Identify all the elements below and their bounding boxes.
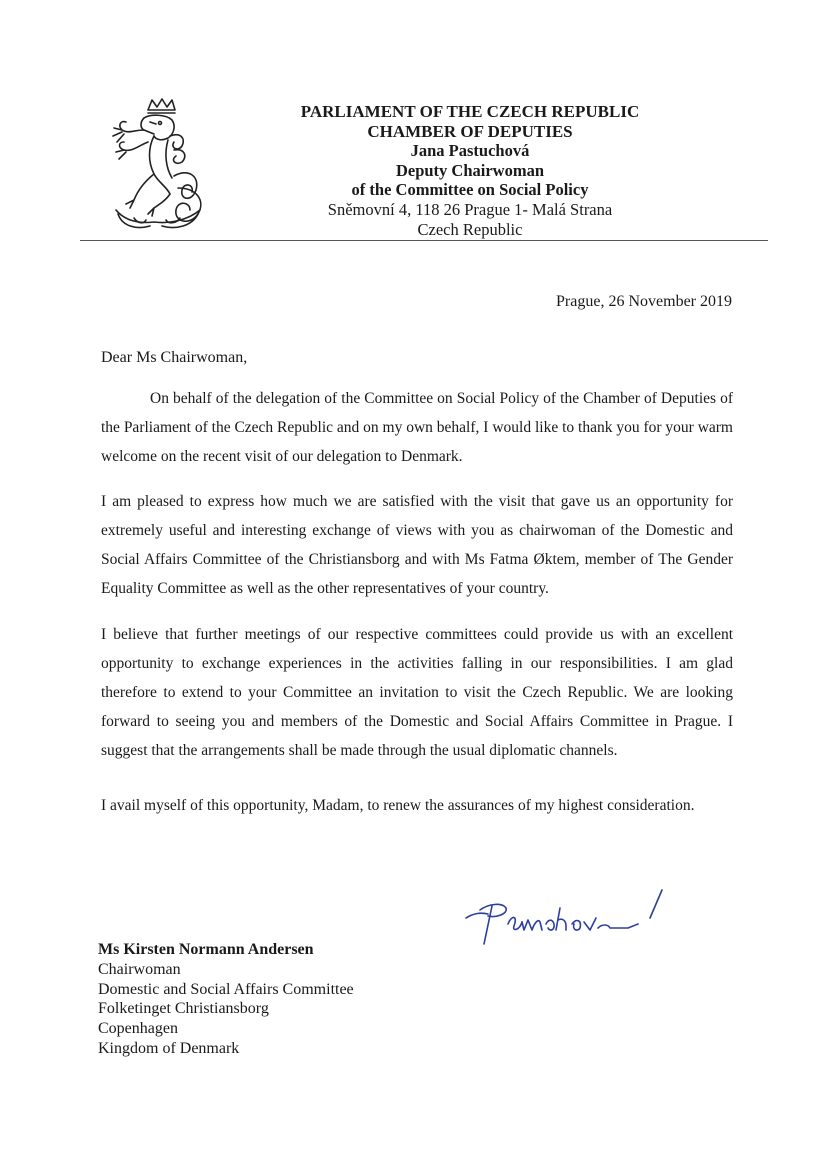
salutation: Dear Ms Chairwoman, <box>101 349 248 366</box>
sender-address: Sněmovní 4, 118 26 Prague 1- Malá Strana <box>327 199 613 219</box>
letterhead-divider <box>80 240 768 241</box>
letterhead <box>260 102 680 239</box>
addressee-city: Copenhagen <box>98 1020 178 1038</box>
paragraph-2: I am pleased to express how much we are satisfied with the visit that gave us an opportunity for extremely useful and interesting exchange of views with you as chairwoman of the Domestic and Social Affairs Committee of the Christiansborg and with Ms Fatma Øktem, member of The Gender Equality Committee as well as the other representatives of your country. <box>101 493 733 597</box>
addressee-title: Chairwoman <box>98 960 181 978</box>
sender-name: Jana Pastuchová <box>410 141 530 161</box>
addressee-block <box>98 940 354 1059</box>
sender-position: Deputy Chairwoman <box>395 160 545 180</box>
addressee-committee: Domestic and Social Affairs Committee <box>98 980 354 998</box>
chamber-name: CHAMBER OF DEPUTIES <box>367 121 573 141</box>
paragraph-3: I believe that further meetings of our respective committees could provide us with an excellent opportunity to exchange experiences in the activities falling in our responsibilities. I am glad therefore to extend to your Committee an invitation to visit the Czech Republic. We are looking forward to seeing you and members of the Domestic and Social Affairs Committee in Prague. I suggest that the arrangements shall be made through the usual diplomatic channels. <box>101 626 733 759</box>
sender-committee: of the Committee on Social Policy <box>351 180 589 200</box>
handwritten-signature <box>462 884 692 954</box>
letter-date: Prague, 26 November 2019 <box>556 293 732 310</box>
paragraph-4: I avail myself of this opportunity, Madam, to renew the assurances of my highest consideration. <box>101 797 695 814</box>
addressee-name: Ms Kirsten Normann Andersen <box>98 941 314 958</box>
parliament-name: PARLIAMENT OF THE CZECH REPUBLIC <box>300 102 640 121</box>
paragraph-1: On behalf of the delegation of the Committee on Social Policy of the Chamber of Deputies of the Parliament of the Czech Republic and on my own behalf, I would like to thank you for your warm welcome on the recent visit of our delegation to Denmark. <box>101 390 733 465</box>
addressee-institution: Folketinget Christiansborg <box>98 1000 269 1018</box>
sender-country: Czech Republic <box>417 219 523 239</box>
addressee-country: Kingdom of Denmark <box>98 1039 240 1057</box>
czech-lion-emblem-icon <box>104 96 212 234</box>
